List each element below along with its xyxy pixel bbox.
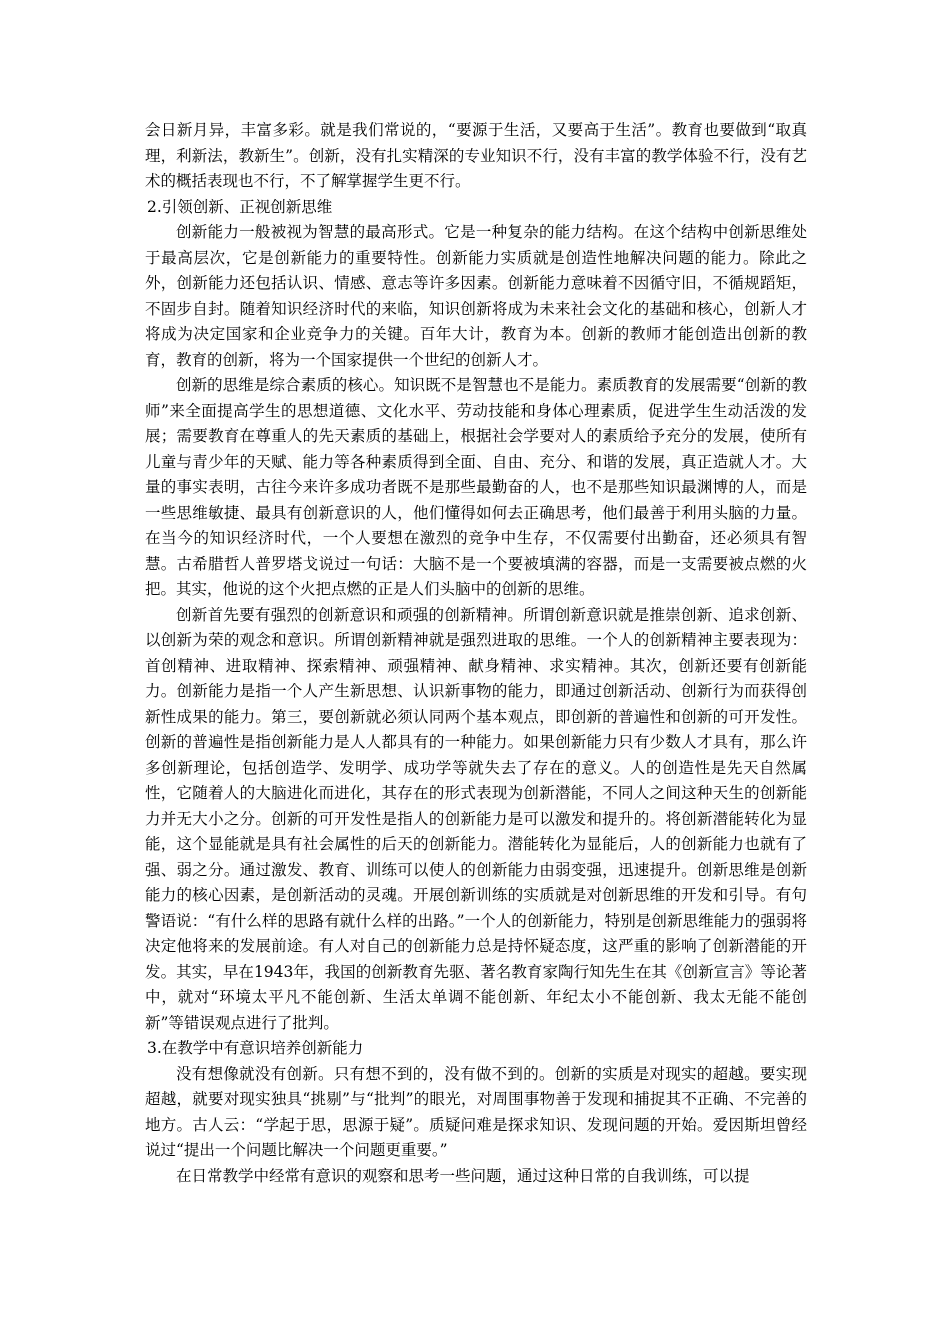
document-body (145, 118, 807, 1189)
section-heading-2: 2.引领创新、正视创新思维 (147, 197, 333, 216)
paragraph-creative-thinking: 创新的思维是综合素质的核心。知识既不是智慧也不是能力。素质教育的发展需要“创新的教师”来全面提高学生的思想道德、文化水平、劳动技能和身体心理素质，促进学生生动活泼的发展；需要教育在尊重人的先天素质的基础上，根据社会学要对人的素质给予充分的发展，使所有儿童与青少年的天赋、能力等各种素质得到全面、自由、充分、和谐的发展，真正造就人才。大量的事实表明，古往今来许多成功者既不是那些最勤奋的人，也不是那些知识最渊博的人，而是一些思维敏捷、最具有创新意识的人，他们懂得如何去正确思考，他们最善于利用头脑的力量。在当今的知识经济时代，一个人要想在激烈的竞争中生存，不仅需要付出勤奋，还必须具有智慧。古希腊哲人普罗塔戈说过一句话：大脑不是一个要被填满的容器，而是一支需要被点燃的火把。其实，他说的这个火把点燃的正是人们头脑中的创新的思维。 (145, 376, 807, 598)
paragraph-continuation: 会日新月异，丰富多彩。就是我们常说的，“要源于生活，又要高于生活”。教育也要做到“取真理，利新法，教新生”。创新，没有扎实精深的专业知识不行，没有丰富的教学体验不行，没有艺术的概括表现也不行，不了解掌握学生更不行。 (145, 121, 807, 190)
paragraph-creativity-ability: 创新能力一般被视为智慧的最高形式。它是一种复杂的能力结构。在这个结构中创新思维处于最高层次，它是创新能力的重要特性。创新能力实质就是创造性地解决问题的能力。除此之外，创新能力还包括认识、情感、意志等许多因素。创新能力意味着不因循守旧，不循规蹈矩，不固步自封。随着知识经济时代的来临，知识创新将成为未来社会文化的基础和核心，创新人才将成为决定国家和企业竞争力的关键。百年大计，教育为本。创新的教师才能创造出创新的教育，教育的创新，将为一个国家提供一个世纪的创新人才。 (145, 223, 807, 369)
paragraph-daily-teaching: 在日常教学中经常有意识的观察和思考一些问题，通过这种日常的自我训练，可以提 (176, 1166, 750, 1185)
paragraph-imagination: 没有想像就没有创新。只有想不到的，没有做不到的。创新的实质是对现实的超越。要实现超越，就要对现实独具“挑剔”与“批判”的眼光，对周围事物善于发现和捕捉其不正确、不完善的地方。古人云：“学起于思，思源于疑”。质疑问难是探求知识、发现问题的开始。爱因斯坦曾经说过“提出一个问题比解决一个问题更重要。” (145, 1064, 807, 1159)
section-heading-3: 3.在教学中有意识培养创新能力 (147, 1039, 364, 1057)
paragraph-creative-spirit: 创新首先要有强烈的创新意识和顽强的创新精神。所谓创新意识就是推崇创新、追求创新、以创新为荣的观念和意识。所谓创新精神就是强烈进取的思维。一个人的创新精神主要表现为：首创精神、进取精神、探索精神、顽强精神、献身精神、求实精神。其次，创新还要有创新能力。创新能力是指一个人产生新思想、认识新事物的能力，即通过创新活动、创新行为而获得创新性成果的能力。第三，要创新就必须认同两个基本观点，即创新的普遍性和创新的可开发性。创新的普遍性是指创新能力是人人都具有的一种能力。如果创新能力只有少数人才具有，那么许多创新理论，包括创造学、发明学、成功学等就失去了存在的意义。人的创造性是先天自然属性，它随着人的大脑进化而进化，其存在的形式表现为创新潜能，不同人之间这种天生的创新能力并无大小之分。创新的可开发性是指人的创新能力是可以激发和提升的。将创新潜能转化为显能，这个显能就是具有社会属性的后天的创新能力。潜能转化为显能后，人的创新能力也就有了强、弱之分。通过激发、教育、训练可以使人的创新能力由弱变强，迅速提升。创新思维是创新能力的核心因素，是创新活动的灵魂。开展创新训练的实质就是对创新思维的开发和引导。有句警语说：“有什么样的思路有就什么样的出路。”一个人的创新能力，特别是创新思维能力的强弱将决定他将来的发展前途。有人对自己的创新能力总是持怀疑态度，这严重的影响了创新潜能的开发。其实，早在1943年，我国的创新教育先驱、著名教育家陶行知先生在其《创新宣言》等论著中，就对“环境太平凡不能创新、生活太单调不能创新、年纪太小不能创新、我太无能不能创新”等错误观点进行了批判。 (145, 605, 807, 1032)
